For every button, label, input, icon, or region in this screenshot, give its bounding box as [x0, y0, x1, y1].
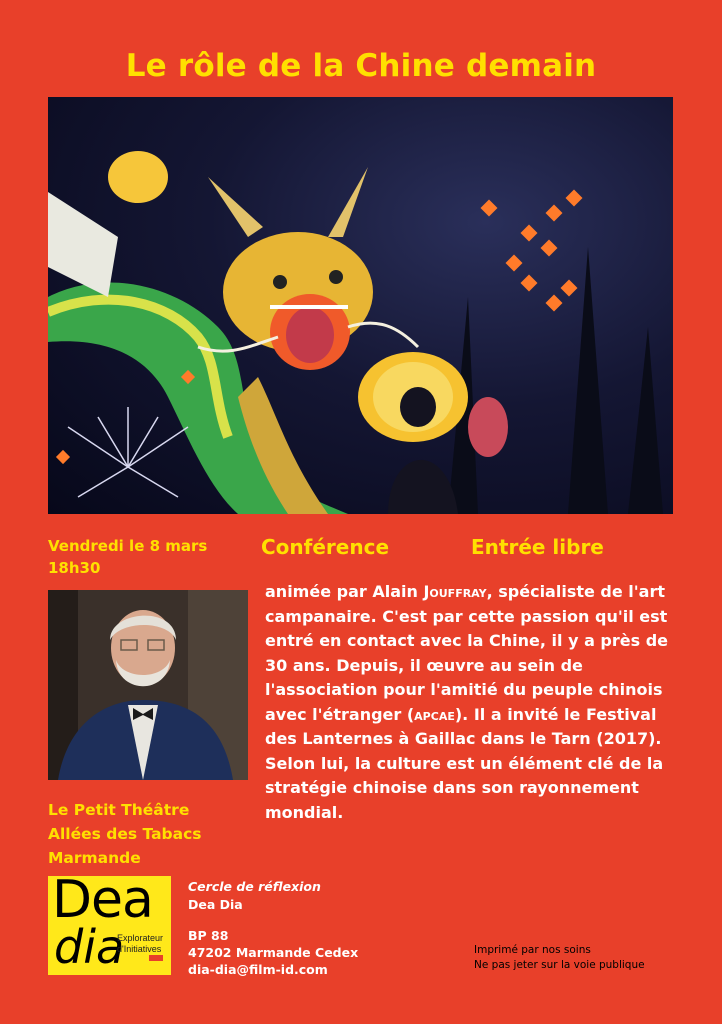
logo-subtitle-1: Explorateur [117, 933, 164, 943]
venue-line1: Le Petit Théâtre [48, 801, 190, 819]
logo-red-tag [149, 955, 163, 961]
speaker-illustration [48, 590, 248, 780]
description-part1: , spécialiste de l'art campanaire. C'est par cette passion qu'il est entré en contact avec la Chine, il y a près de 30 ans. Depuis, il œuvre au sein de l'association pour l'amitié du peuple chinois avec l'étranger ( [265, 582, 669, 724]
venue-address [48, 798, 202, 870]
organizer-heading [188, 878, 321, 914]
event-type: Conférence [261, 535, 390, 559]
organizer-city: 47202 Marmande Cedex [188, 945, 359, 960]
speaker-portrait [48, 590, 248, 780]
organizer-name: Dea Dia [188, 897, 243, 912]
page-title: Le rôle de la Chine demain [125, 48, 597, 84]
print-notice-line2: Ne pas jeter sur la voie publique [474, 959, 645, 971]
dragon-lantern-illustration [48, 97, 673, 514]
speaker-first-name: Alain [372, 582, 424, 601]
logo-word-dea: Dea [52, 870, 153, 930]
venue-line3: Marmande [48, 849, 141, 867]
organizer-email[interactable]: dia-dia@film-id.com [188, 962, 328, 977]
organizer-bp: BP 88 [188, 928, 229, 943]
logo-subtitle-2: d'Initiatives [117, 944, 162, 954]
dea-dia-logo [48, 870, 171, 975]
venue-line2: Allées des Tabacs [48, 825, 202, 843]
logo-word-dia: dia [54, 920, 125, 974]
event-description [265, 580, 690, 825]
dragon-lantern-photo [48, 97, 673, 514]
event-date: Vendredi le 8 mars [48, 537, 208, 555]
event-date-time [48, 535, 207, 579]
description-part2: ). Il a invité le Festival des Lanternes à Gaillac dans le Tarn (2017). Selon lui, la culture est un élément clé de la stratégie chinoise dans son rayonnement mondial. [265, 704, 664, 822]
organizer-address [188, 927, 358, 978]
event-time: 18h30 [48, 559, 101, 577]
event-admission: Entrée libre [471, 535, 604, 559]
description-intro: animée par [265, 582, 373, 601]
print-notice-line1: Imprimé par nos soins [474, 944, 591, 956]
speaker-last-name: Jouffray [423, 582, 487, 601]
association-acronym: apcae [414, 704, 455, 724]
print-notice [474, 943, 645, 973]
organizer-tagline: Cercle de réflexion [188, 879, 321, 894]
